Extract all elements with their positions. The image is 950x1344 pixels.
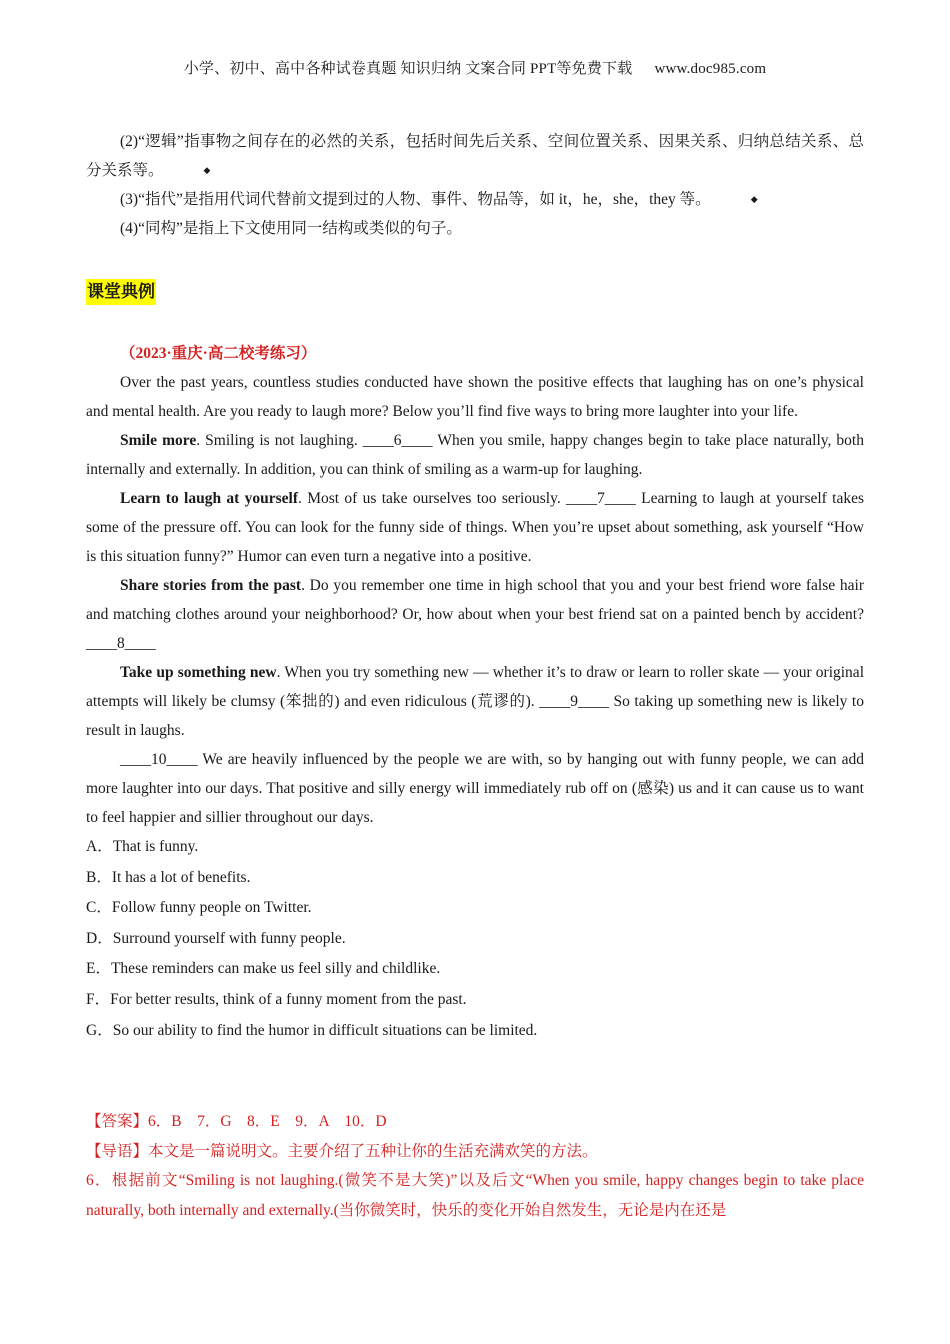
notes-block <box>86 127 864 243</box>
explanation-text: 6．根据前文“Smiling is not laughing.(微笑不是大笑)”以及后文“When you smile, happy changes begin to take place naturally, both internally and externally.(当你微笑时，快乐的变化开始自然发生，无论是内在还是 <box>86 1172 864 1219</box>
paragraph-heading: Take up something new <box>120 664 277 681</box>
passage-block <box>86 368 864 1046</box>
paragraph-heading: Learn to laugh at yourself <box>120 490 299 507</box>
question-source: （2023·重庆·高二校考练习） <box>120 345 317 362</box>
header-text: 小学、初中、高中各种试卷真题 知识归纳 文案合同 PPT等免费下载 <box>183 61 633 77</box>
diamond-icon: ◆ <box>203 165 211 175</box>
option-c: C．Follow funny people on Twitter. <box>86 899 312 917</box>
passage-paragraph: Share stories from the past. Do you remember one time in high school that you and your best friend wore false hair and matching clothes around your neighborhood? Or, how about when your best friend sat on a painted bench by accident? ____8____ <box>86 577 864 652</box>
option-e: E．These reminders can make us feel silly and childlike. <box>86 960 441 978</box>
option-g: G．So our ability to find the humor in difficult situations can be limited. <box>86 1021 538 1039</box>
diamond-icon: ◆ <box>750 194 758 204</box>
page-header <box>0 57 950 78</box>
note-reference: (3)“指代”是指用代词代替前文提到过的人物、事件、物品等，如 it，he，she，they 等。 ◆ <box>86 185 864 214</box>
option-b: B．It has a lot of benefits. <box>86 868 251 886</box>
passage-paragraph: Learn to laugh at yourself. Most of us take ourselves too seriously. ____7____ Learning to laugh at yourself takes some of the pressure off. You can look for the funny side of things. When you’re upset about something, ask yourself “How is this situation funny?” Humor can even turn a negative into a positive. <box>86 490 865 565</box>
passage-paragraph: ____10____ We are heavily influenced by the people we are with, so by hanging out with funny people, we can add more laughter into our days. That positive and silly energy will immediately rub off on (感染) us and it can cause us to want to feel happier and sillier throughout our days. <box>86 751 864 826</box>
passage-paragraph: Smile more. Smiling is not laughing. ____6____ When you smile, happy changes begin to take place naturally, both internally and externally. In addition, you can think of smiling as a warm-up for laughing. <box>86 432 864 478</box>
passage-paragraph: Take up something new. When you try something new — whether it’s to draw or learn to roller skate — your original attempts will likely be clumsy (笨拙的) and even ridiculous (荒谬的). ____9____ So taking up something new is likely to result in laughs. <box>86 664 864 739</box>
option-a: A．That is funny. <box>86 838 199 855</box>
paragraph-heading: Smile more <box>120 432 197 449</box>
answer-block <box>86 1107 864 1225</box>
guide-line: 【导语】本文是一篇说明文。主要介绍了五种让你的生活充满欢笑的方法。 <box>86 1142 598 1160</box>
option-d: D．Surround yourself with funny people. <box>86 929 346 947</box>
note-logic: (2)“逻辑”指事物之间存在的必然的关系，包括时间先后关系、空间位置关系、因果关系、归纳总结关系、总分关系等。 ◆ <box>86 127 864 185</box>
option-f: F．For better results, think of a funny moment from the past. <box>86 990 467 1008</box>
paragraph-heading: Share stories from the past <box>120 577 302 594</box>
note-parallel: (4)“同构”是指上下文使用同一结构或类似的句子。 <box>120 220 462 237</box>
passage-intro: Over the past years, countless studies conducted have shown the positive effects that laughing has on one’s physical and mental health. Are you ready to laugh more? Below you’ll find five ways to bring more laughter into your life. <box>86 374 864 420</box>
answer-line: 【答案】6．B 7．G 8．E 9．A 10．D <box>86 1113 387 1130</box>
header-url[interactable]: www.doc985.com <box>654 61 767 77</box>
section-title: 课堂典例 <box>86 279 156 305</box>
